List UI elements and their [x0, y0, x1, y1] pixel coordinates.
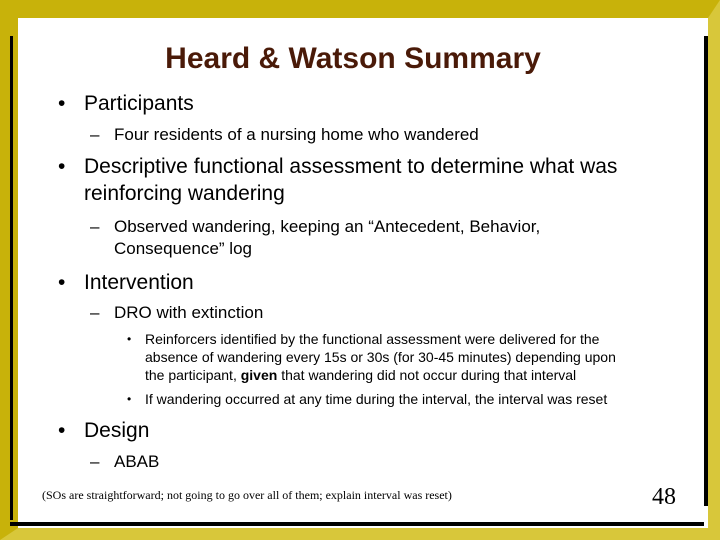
dash-icon: –	[90, 217, 100, 236]
slide-title: Heard & Watson Summary	[165, 42, 541, 75]
dash-icon: –	[90, 303, 100, 322]
bullet-text-line2: reinforcing wandering	[84, 182, 285, 205]
dash-icon: –	[90, 452, 100, 471]
detail-text-line3b: that wandering did not occur during that interval	[277, 367, 577, 383]
detail-text: If wandering occurred at any time during the interval, the interval was reset	[145, 391, 608, 407]
bullet-dot-icon: •	[58, 271, 66, 294]
sub-bullet-text: ABAB	[114, 452, 160, 471]
detail-text-line3a: the participant,	[145, 367, 241, 383]
dash-icon: –	[90, 125, 100, 144]
sub-bullet-participants	[90, 124, 479, 146]
sub-bullet-intervention	[90, 302, 264, 324]
sub-bullet-text-line2: Consequence” log	[114, 239, 252, 258]
bullet-assessment	[58, 153, 618, 207]
sub-bullet-text: DRO with extinction	[114, 303, 264, 322]
detail-bullet-reset	[127, 390, 608, 408]
bullet-dot-icon: •	[127, 392, 132, 406]
inner-border-right	[704, 36, 708, 506]
detail-bullet-reinforcers	[127, 330, 616, 384]
sub-bullet-text: Four residents of a nursing home who wandered	[114, 125, 479, 144]
bullet-design	[58, 417, 150, 444]
sub-bullet-text-line1: Observed wandering, keeping an “Antecedent, Behavior,	[114, 217, 541, 236]
detail-text-bold: given	[240, 367, 278, 383]
detail-text-line2: absence of wandering every 15s or 30s (for 30-45 minutes) depending upon	[145, 349, 616, 365]
bullet-dot-icon: •	[127, 332, 132, 346]
detail-text-line1: Reinforcers identified by the functional assessment were delivered for the	[145, 331, 600, 347]
bullet-text: Intervention	[84, 271, 194, 294]
page-number: 48	[652, 484, 676, 510]
bullet-text: Design	[84, 419, 150, 442]
bullet-intervention	[58, 269, 194, 296]
bullet-dot-icon: •	[58, 155, 66, 178]
sub-bullet-design	[90, 451, 160, 473]
bullet-participants	[58, 90, 194, 117]
bullet-text-line1: Descriptive functional assessment to determine what was	[84, 155, 618, 178]
bullet-dot-icon: •	[58, 419, 66, 442]
bullet-dot-icon: •	[58, 92, 66, 115]
speaker-footnote: (SOs are straightforward; not going to go over all of them; explain interval was reset)	[42, 488, 452, 502]
bullet-text: Participants	[84, 92, 194, 115]
inner-border-bottom	[10, 522, 704, 526]
sub-bullet-assessment	[90, 216, 541, 260]
